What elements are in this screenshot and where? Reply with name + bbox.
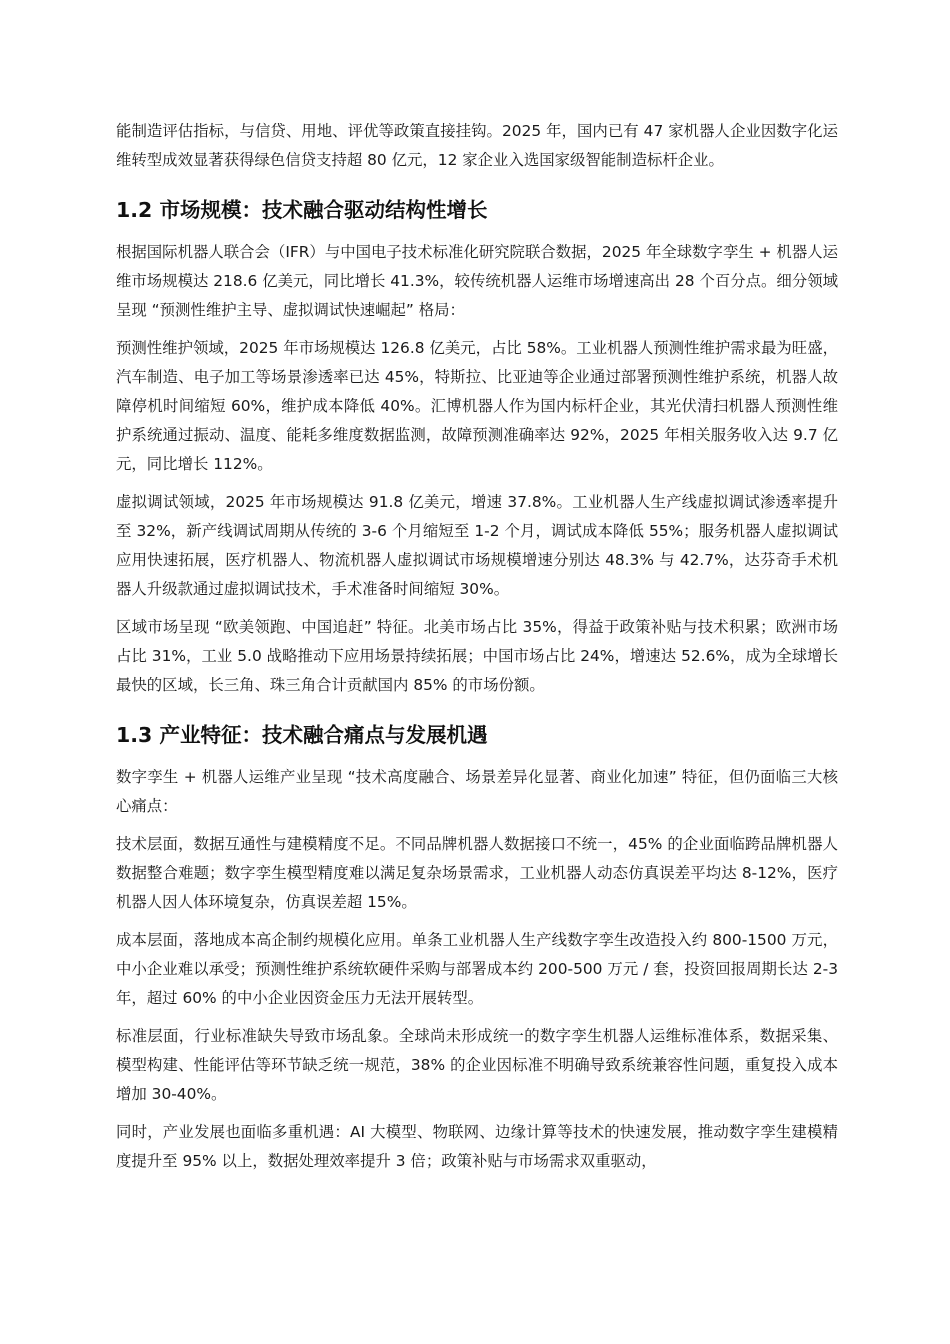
document-page (116, 117, 838, 1185)
section-1-3-paragraph-5: 同时，产业发展也面临多重机遇：AI 大模型、物联网、边缘计算等技术的快速发展，推动数字孪生建模精度提升至 95% 以上，数据处理效率提升 3 倍；政策补贴与市场需求双重驱动， (116, 1123, 838, 1170)
section-1-3-paragraph-3: 成本层面，落地成本高企制约规模化应用。单条工业机器人生产线数字孪生改造投入约 800-1500 万元，中小企业难以承受；预测性维护系统软硬件采购与部署成本约 200-500 万元 / 套，投资回报周期长达 2-3 年，超过 60% 的中小企业因资金压力无法开展转型。 (116, 931, 838, 1007)
intro-paragraph: 能制造评估指标，与信贷、用地、评优等政策直接挂钩。2025 年，国内已有 47 家机器人企业因数字化运维转型成效显著获得绿色信贷支持超 80 亿元，12 家企业入选国家级智能制造标杆企业。 (116, 122, 838, 169)
section-1-2-paragraph-4: 区域市场呈现 “欧美领跑、中国追赶” 特征。北美市场占比 35%，得益于政策补贴与技术积累；欧洲市场占比 31%，工业 5.0 战略推动下应用场景持续拓展；中国市场占比 24%，增速达 52.6%，成为全球增长最快的区域，长三角、珠三角合计贡献国内 85% 的市场份额。 (116, 618, 838, 694)
section-1-2-paragraph-2: 预测性维护领域，2025 年市场规模达 126.8 亿美元，占比 58%。工业机器人预测性维护需求最为旺盛，汽车制造、电子加工等场景渗透率已达 45%，特斯拉、比亚迪等企业通过部署预测性维护系统，机器人故障停机时间缩短 60%，维护成本降低 40%。汇博机器人作为国内标杆企业，其光伏清扫机器人预测性维护系统通过振动、温度、能耗多维度数据监测，故障预测准确率达 92%，2025 年相关服务收入达 9.7 亿元，同比增长 112%。 (116, 339, 838, 473)
section-1-2-paragraph-1: 根据国际机器人联合会（IFR）与中国电子技术标准化研究院联合数据，2025 年全球数字孪生 + 机器人运维市场规模达 218.6 亿美元，同比增长 41.3%，较传统机器人运维市场增速高出 28 个百分点。细分领域呈现 “预测性维护主导、虚拟调试快速崛起” 格局： (116, 243, 838, 319)
section-1-3-paragraph-4: 标准层面，行业标准缺失导致市场乱象。全球尚未形成统一的数字孪生机器人运维标准体系，数据采集、模型构建、性能评估等环节缺乏统一规范，38% 的企业因标准不明确导致系统兼容性问题，重复投入成本增加 30-40%。 (116, 1027, 838, 1103)
section-1-2-heading: 1.2 市场规模：技术融合驱动结构性增长 (116, 198, 488, 222)
section-1-2-paragraph-3: 虚拟调试领域，2025 年市场规模达 91.8 亿美元，增速 37.8%。工业机器人生产线虚拟调试渗透率提升至 32%，新产线调试周期从传统的 3-6 个月缩短至 1-2 个月，调试成本降低 55%；服务机器人虚拟调试应用快速拓展，医疗机器人、物流机器人虚拟调试市场规模增速分别达 48.3% 与 42.7%，达芬奇手术机器人升级款通过虚拟调试技术，手术准备时间缩短 30%。 (116, 493, 838, 598)
section-1-3-paragraph-1: 数字孪生 + 机器人运维产业呈现 “技术高度融合、场景差异化显著、商业化加速” 特征，但仍面临三大核心痛点： (116, 768, 838, 815)
section-1-3-heading: 1.3 产业特征：技术融合痛点与发展机遇 (116, 723, 488, 747)
section-1-3-paragraph-2: 技术层面，数据互通性与建模精度不足。不同品牌机器人数据接口不统一，45% 的企业面临跨品牌机器人数据整合难题；数字孪生模型精度难以满足复杂场景需求，工业机器人动态仿真误差平均达 8-12%，医疗机器人因人体环境复杂，仿真误差超 15%。 (116, 835, 838, 911)
